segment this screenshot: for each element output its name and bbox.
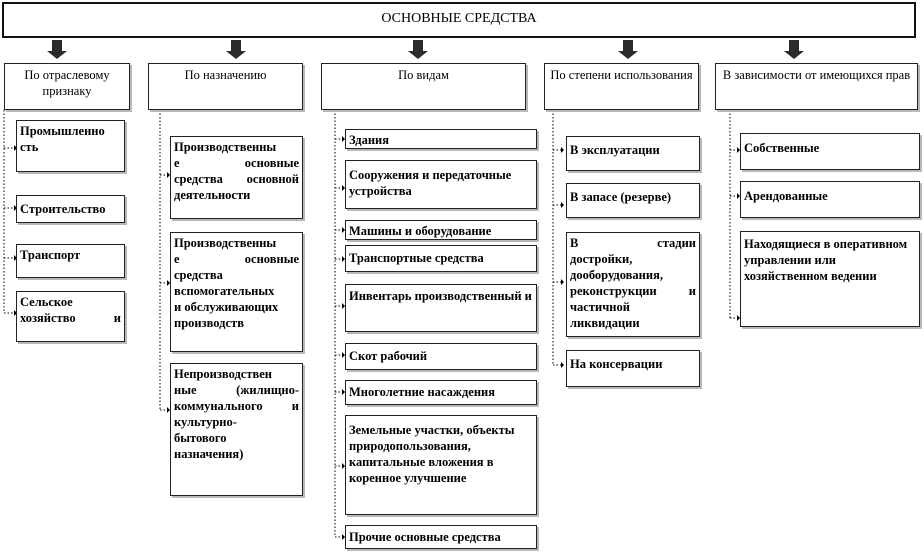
item-text-line: бытового <box>174 431 227 445</box>
item-production-auxiliary <box>170 232 303 352</box>
item-in-operation: В эксплуатации <box>566 136 700 171</box>
category-header-rights: В зависимости от имеющихся прав <box>715 63 918 110</box>
category-header-purpose: По назначению <box>148 63 303 110</box>
item-text-line: хозяйство и <box>20 311 121 325</box>
item-text-line: Промышленно <box>20 124 105 138</box>
category-header-types: По видам <box>321 63 526 110</box>
item-text-line: средства <box>174 268 223 282</box>
item-text-line: средства основной <box>174 172 299 186</box>
item-completion-stage <box>566 232 700 337</box>
item-conservation: На консервации <box>566 350 700 387</box>
item-text-line: ликвидации <box>570 316 640 330</box>
item-production-main <box>170 136 303 219</box>
category-header-industry: По отраслевому признаку <box>4 63 130 110</box>
item-vehicles: Транспортные средства <box>345 245 537 272</box>
item-buildings: Здания <box>345 129 537 149</box>
item-transport: Транспорт <box>16 244 125 278</box>
item-text-line: производств <box>174 316 244 330</box>
item-owned: Собственные <box>740 133 920 170</box>
item-livestock: Скот рабочий <box>345 343 537 370</box>
item-text-line: сть <box>20 140 39 154</box>
item-in-reserve: В запасе (резерве) <box>566 183 700 218</box>
item-text-line: е основные <box>174 156 299 170</box>
item-text-line: Производственны <box>174 236 277 250</box>
item-machinery: Машины и оборудование <box>345 220 537 240</box>
item-text-line: дооборудования, <box>570 268 663 282</box>
item-land: Земельные участки, объекты природопользования, капитальные вложения в коренное улучшение <box>345 415 537 515</box>
item-text-line: частичной <box>570 300 630 314</box>
item-text-line: культурно- <box>174 415 237 429</box>
item-text-line: е основные <box>174 252 299 266</box>
item-text-line: достройки, <box>570 252 633 266</box>
item-agriculture <box>16 291 125 342</box>
item-text-line: В стадии <box>570 236 696 250</box>
item-perennial-plantings: Многолетние насаждения <box>345 380 537 405</box>
item-structures: Сооружения и передаточные устройства <box>345 160 537 209</box>
item-text-line: коммунального и <box>174 399 299 413</box>
item-text-line: реконструкции и <box>570 284 696 298</box>
item-text-line: назначения) <box>174 447 244 461</box>
item-inventory: Инвентарь производственный и <box>345 284 537 332</box>
item-non-production <box>170 363 303 496</box>
item-industry <box>16 120 125 172</box>
item-operational-management: Находящиеся в оперативном управлении или хозяйственном ведении <box>740 231 920 327</box>
item-text-line: деятельности <box>174 188 251 202</box>
item-construction: Строительство <box>16 195 125 223</box>
item-other-assets: Прочие основные средства <box>345 525 537 549</box>
item-text-line: Непроизводствен <box>174 367 272 381</box>
item-text-line: ные (жилищно- <box>174 383 299 397</box>
item-text-line: вспомогательных <box>174 284 275 298</box>
root-node-title: ОСНОВНЫЕ СРЕДСТВА <box>2 2 916 38</box>
category-header-usage: По степени использования <box>544 63 699 110</box>
item-text-line: Сельское <box>20 295 73 309</box>
item-leased: Арендованные <box>740 181 920 218</box>
item-text-line: и обслуживающих <box>174 300 279 314</box>
item-text-line: Производственны <box>174 140 277 154</box>
